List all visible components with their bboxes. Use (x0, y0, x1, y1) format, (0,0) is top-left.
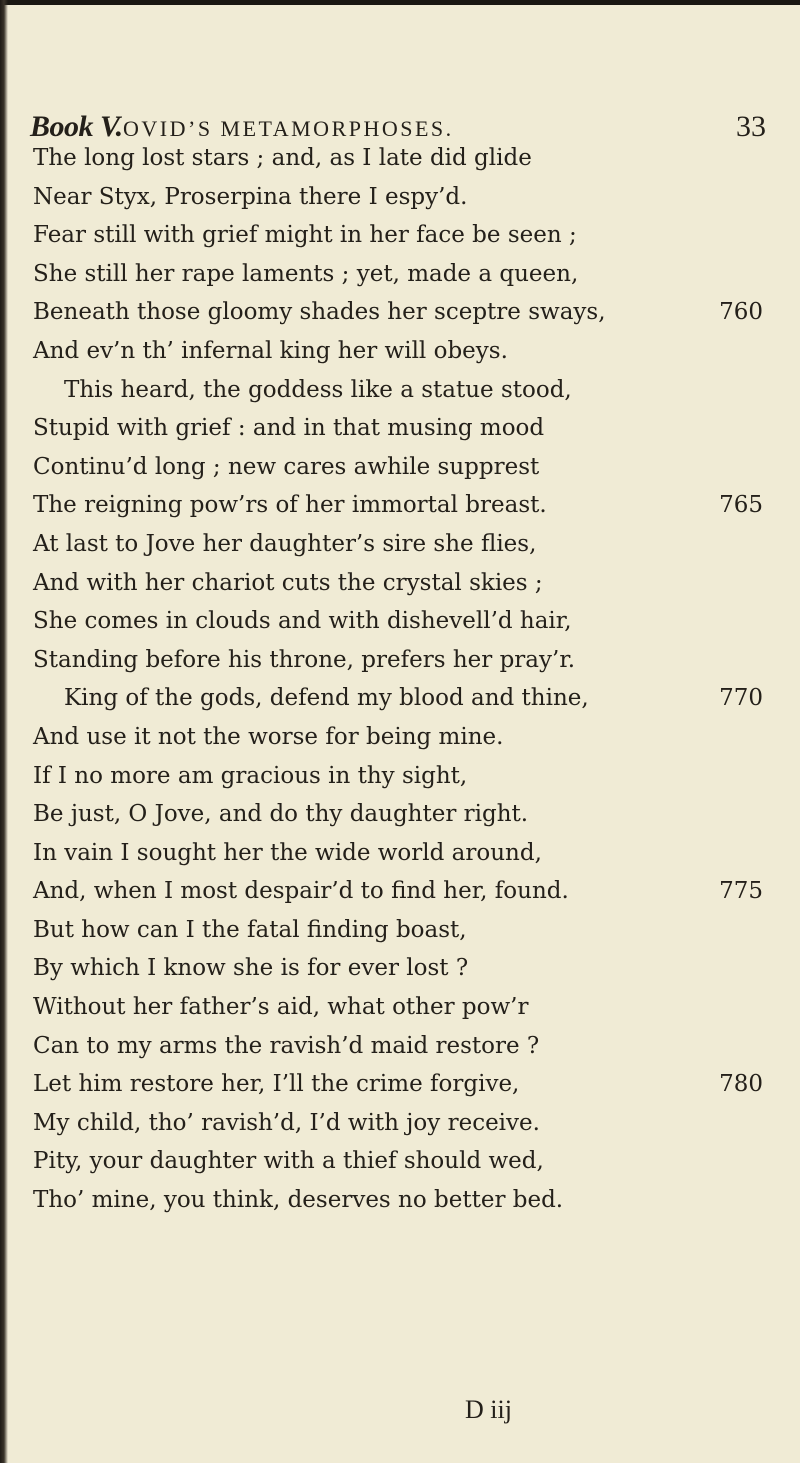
verse-line (33, 255, 763, 294)
verse-text: My child, tho’ ravish’d, I’d with joy receive. (33, 1109, 540, 1136)
verse-text: Near Styx, Proserpina there I espy’d. (33, 183, 468, 210)
verse-text: Without her father’s aid, what other pow’r (33, 994, 529, 1021)
verse-text: Continu’d long ; new cares awhile supprest (33, 453, 540, 480)
verse-line (33, 139, 763, 178)
verse-line (33, 757, 763, 796)
verse-line (33, 1142, 763, 1181)
line-number: 765 (719, 492, 763, 519)
verse-line (33, 602, 763, 641)
verse-line (33, 911, 763, 950)
verse-line (33, 1065, 763, 1104)
verse-text: And ev’n th’ infernal king her will obeys. (33, 337, 508, 364)
verse-text: Can to my arms the ravish’d maid restore ? (33, 1032, 540, 1059)
verse-text: This heard, the goddess like a statue stood, (64, 376, 572, 403)
verse-line (33, 371, 763, 410)
verse-text: And use it not the worse for being mine. (33, 723, 504, 750)
verse-text: The long lost stars ; and, as I late did glide (33, 145, 532, 171)
verse-text: And with her chariot cuts the crystal skies ; (33, 569, 543, 596)
verse-line (33, 564, 763, 603)
verse-text: King of the gods, defend my blood and thine, (64, 685, 589, 712)
verse-line (33, 525, 763, 564)
verse-line (33, 293, 763, 332)
verse-line (33, 409, 763, 448)
running-head-book: Book V. (30, 110, 123, 143)
top-rule (0, 0, 800, 5)
line-number: 775 (719, 878, 763, 905)
binding-edge (0, 0, 8, 1463)
line-number: 760 (719, 299, 763, 326)
running-head-title: OVID’S METAMORPHOSES. (123, 116, 454, 141)
verse-text: In vain I sought her the wide world around, (33, 839, 542, 866)
verse-line (33, 216, 763, 255)
verse-line (33, 486, 763, 525)
verse-text: By which I know she is for ever lost ? (33, 955, 469, 982)
verse-text: Fear still with grief might in her face be seen ; (33, 222, 577, 249)
verse-line (33, 1104, 763, 1143)
verse-text: At last to Jove her daughter’s sire she flies, (33, 530, 537, 557)
printer-signature: D iij (465, 1395, 512, 1424)
verse-line (33, 1181, 763, 1220)
verse-text: Standing before his throne, prefers her pray’r. (33, 646, 576, 673)
line-number: 780 (719, 1071, 763, 1098)
verse-text: Stupid with grief : and in that musing mood (33, 415, 545, 442)
verse-line (33, 178, 763, 217)
verse-text: The reigning pow’rs of her immortal breast. (33, 492, 547, 519)
verse-line (33, 641, 763, 680)
verse-text: Tho’ mine, you think, deserves no better bed. (33, 1187, 564, 1214)
verse-line (33, 332, 763, 371)
verse-text: Let him restore her, I’ll the crime forgive, (33, 1071, 520, 1098)
verse-line (33, 795, 763, 834)
page-number: 33 (736, 110, 766, 143)
verse-text: If I no more am gracious in thy sight, (33, 762, 468, 789)
verse-text: Be just, O Jove, and do thy daughter right. (33, 801, 529, 828)
verse-line (33, 679, 763, 718)
verse-text: She still her rape laments ; yet, made a queen, (33, 260, 579, 287)
verse-line (33, 448, 763, 487)
verse-line (33, 949, 763, 988)
verse-text: And, when I most despair’d to find her, found. (33, 878, 569, 905)
verse-line (33, 834, 763, 873)
verse-line (33, 718, 763, 757)
verse-text: Beneath those gloomy shades her sceptre sways, (33, 299, 606, 326)
verse-line (33, 988, 763, 1027)
verse-line (33, 1027, 763, 1066)
verse-block (33, 139, 763, 1220)
line-number: 770 (719, 685, 763, 712)
verse-text: But how can I the fatal finding boast, (33, 916, 467, 943)
verse-text: She comes in clouds and with dishevell’d hair, (33, 608, 572, 635)
verse-line (33, 872, 763, 911)
verse-text: Pity, your daughter with a thief should wed, (33, 1148, 544, 1175)
